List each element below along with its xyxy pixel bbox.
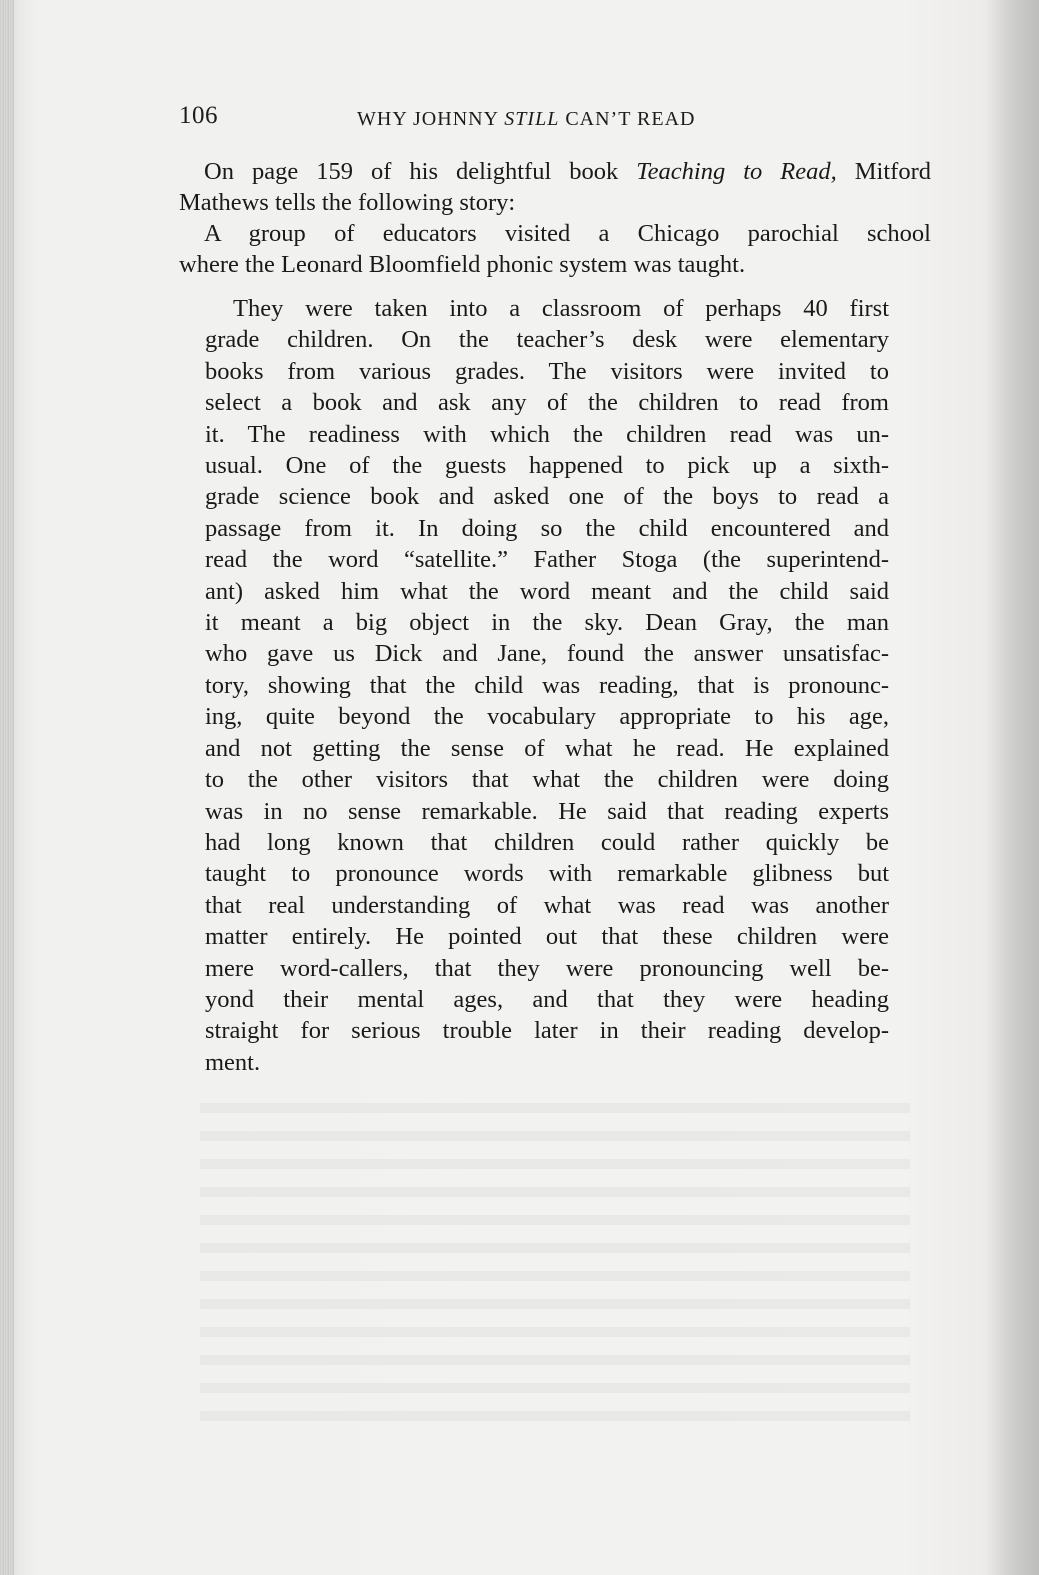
running-head (357, 108, 696, 131)
book-title: Teaching to Read, (636, 158, 837, 185)
intro-line-3: A group of educators visited a Chicago parochial school (204, 220, 931, 247)
quote-line: select a book and ask any of the children to read from (205, 389, 889, 417)
quote-line: mere word-callers, that they were pronouncing well be- (205, 954, 889, 982)
intro-line-1-text-a: On page 159 of his delightful book (204, 158, 637, 185)
intro-line-4: where the Leonard Bloomfield phonic system was taught. (179, 251, 746, 278)
show-through-text (200, 1085, 910, 1425)
page-number: 106 (179, 102, 218, 129)
quote-line: grade science book and asked one of the boys to read a (205, 483, 889, 511)
quote-line: ment. (205, 1048, 261, 1076)
page-edge-shadow (0, 0, 14, 1575)
body-text (179, 156, 931, 1078)
quote-line: grade children. On the teacher’s desk were elementary (205, 326, 889, 354)
intro-line-1-text-b: Mitford (836, 158, 931, 185)
running-head-part-1: WHY JOHNNY (357, 108, 505, 130)
running-head-part-2: CAN’T READ (559, 108, 696, 130)
intro-line-2: Mathews tells the following story: (179, 189, 516, 216)
quote-line: read the word “satellite.” Father Stoga (the superintend- (205, 546, 889, 574)
quote-line: usual. One of the guests happened to pick up a sixth- (205, 452, 889, 480)
block-quote (205, 293, 889, 1078)
quote-line: yond their mental ages, and that they were heading (205, 985, 889, 1013)
quote-line: passage from it. In doing so the child encountered and (205, 514, 889, 542)
quote-line: taught to pronounce words with remarkable glibness but (205, 860, 889, 888)
running-head-italic: STILL (504, 108, 560, 130)
quote-line: matter entirely. He pointed out that these children were (205, 923, 889, 951)
quote-line: They were taken into a classroom of perhaps 40 first (233, 295, 889, 322)
quote-line: books from various grades. The visitors were invited to (205, 357, 889, 385)
page-header (179, 102, 899, 142)
quote-line: ant) asked him what the word meant and the child said (205, 577, 889, 605)
quote-line: ing, quite beyond the vocabulary appropriate to his age, (205, 703, 889, 731)
intro-line-1 (179, 156, 931, 187)
quote-line: to the other visitors that what the children were doing (205, 766, 889, 794)
quote-line: straight for serious trouble later in their reading develop- (205, 1017, 889, 1045)
quote-line: had long known that children could rather quickly be (205, 828, 889, 856)
quote-line: who gave us Dick and Jane, found the answer unsatisfac- (205, 640, 889, 668)
quote-line: and not getting the sense of what he read. He explained (205, 734, 889, 762)
quote-line: was in no sense remarkable. He said that reading experts (205, 797, 889, 825)
quote-line: it. The readiness with which the children read was un- (205, 420, 889, 448)
quote-line: tory, showing that the child was reading, that is pronounc- (205, 671, 889, 699)
quote-line: it meant a big object in the sky. Dean Gray, the man (205, 609, 889, 637)
quote-line: that real understanding of what was read was another (205, 891, 889, 919)
